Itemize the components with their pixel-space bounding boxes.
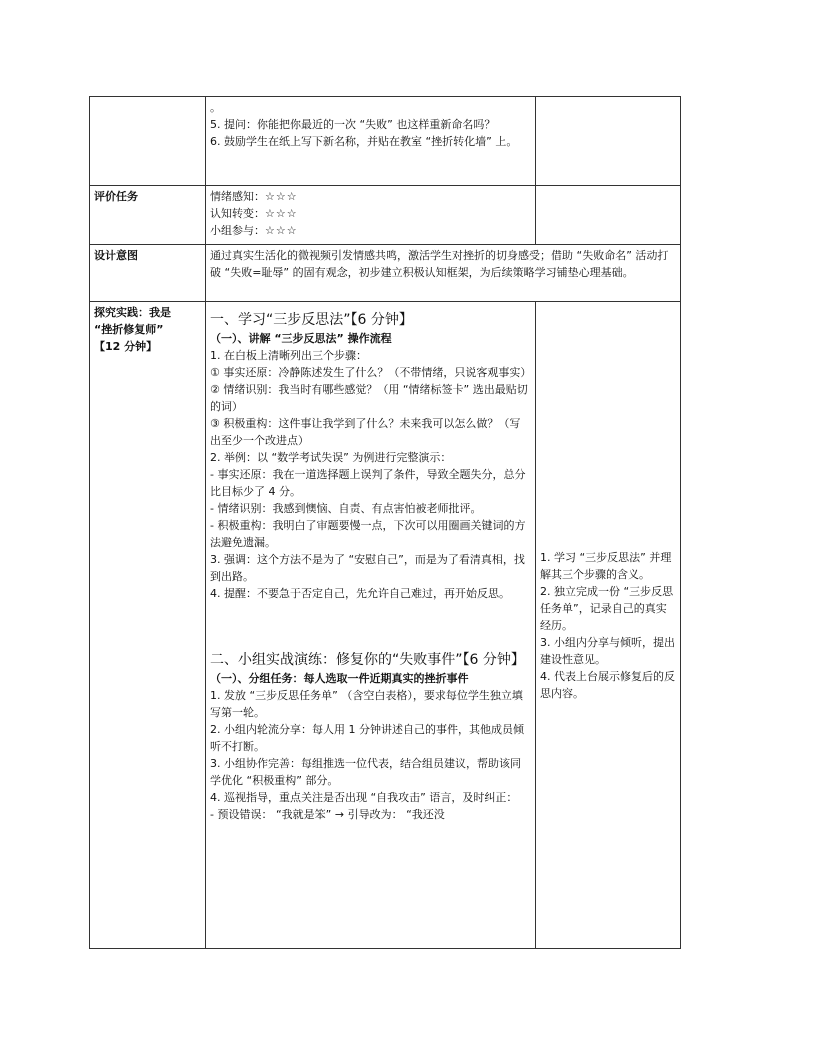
text-line: 4. 提醒：不要急于否定自己，先允许自己难过，再开始反思。: [210, 587, 510, 600]
teacher-activity-cell: [206, 97, 536, 186]
table-row-exploration: [90, 302, 681, 949]
rating-name: 小组参与：: [210, 224, 265, 237]
text-line: 5. 提问：你能把你最近的一次 “失败” 也这样重新命名吗？: [210, 118, 496, 131]
star-rating: ☆☆☆: [265, 224, 298, 237]
lesson-plan-table: [89, 96, 681, 949]
rating-name: 情绪感知：: [210, 190, 265, 203]
teacher-activity-cell: [206, 302, 536, 949]
text-line: 2. 小组内轮流分享：每人用 1 分钟讲述自己的事件，其他成员倾听不打断。: [210, 723, 524, 753]
text-line: - 积极重构：我明白了审题要慢一点，下次可以用圈画关键词的方法避免遗漏。: [210, 519, 526, 549]
label-line: 【12 分钟】: [94, 340, 158, 353]
star-rating: ☆☆☆: [265, 207, 298, 220]
section-heading: 二、小组实战演练：修复你的“失败事件”【6 分钟】: [210, 652, 525, 668]
spacer: [210, 602, 531, 650]
text-line: ① 事实还原：冷静陈述发生了什么？（不带情绪，只说客观事实）: [210, 366, 532, 379]
text-line: 3. 小组内分享与倾听，提出建设性意见。: [540, 635, 675, 666]
rating-item: [210, 222, 531, 239]
text-line: 3. 强调：这个方法不是为了 “安慰自己”，而是为了看清真相，找到出路。: [210, 553, 525, 583]
table-row-design-intent: [90, 245, 681, 302]
text-line: 1. 学习 “三步反思法” 并理解其三个步骤的含义。: [540, 550, 672, 581]
label-line: 探究实践：我是: [94, 306, 171, 319]
empty-student-cell: [536, 97, 681, 186]
subsection-heading: （一）、分组任务：每人选取一件近期真实的挫折事件: [210, 672, 469, 685]
evaluation-cell: [206, 186, 536, 245]
rating-item: [210, 188, 531, 205]
text-line: 2. 举例：以 “数学考试失误” 为例进行完整演示：: [210, 451, 452, 464]
empty-label-cell: [90, 97, 206, 186]
text-line: ② 情绪识别：我当时有哪些感觉？（用 “情绪标签卡” 选出最贴切的词）: [210, 383, 528, 413]
text-line: 1. 发放 “三步反思任务单” （含空白表格），要求每位学生独立填写第一轮。: [210, 689, 523, 719]
rating-item: [210, 205, 531, 222]
text-line: 3. 小组协作完善：每组推选一位代表，结合组员建议，帮助该同学优化 “积极重构” 部分。: [210, 757, 521, 787]
text-line: - 事实还原：我在一道选择题上误判了条件，导致全题失分，总分比目标少了 4 分。: [210, 468, 526, 498]
design-intent-text: 通过真实生活化的微视频引发情感共鸣，激活学生对挫折的切身感受；借助 “失败命名” 活动打破 “失败=耻辱” 的固有观念，初步建立积极认知框架，为后续策略学习铺垫心理基础。: [210, 249, 669, 279]
table-row-evaluation: [90, 186, 681, 245]
student-activity-cell: [536, 302, 681, 949]
text-line: 4. 巡视指导，重点关注是否出现 “自我攻击” 语言，及时纠正：: [210, 791, 518, 804]
rating-name: 认知转变：: [210, 207, 265, 220]
text-line: 2. 独立完成一份 “三步反思任务单”，记录自己的真实经历。: [540, 584, 674, 632]
design-intent-cell: [206, 245, 681, 302]
row-label: 设计意图: [90, 245, 206, 302]
text-line: 6. 鼓励学生在纸上写下新名称，并贴在教室 “挫折转化墙” 上。: [210, 135, 518, 148]
table-row-continued: [90, 97, 681, 186]
subsection-heading: （一）、讲解 “三步反思法” 操作流程: [210, 332, 392, 345]
text-line: 4. 代表上台展示修复后的反思内容。: [540, 669, 675, 700]
label-line: “挫折修复师”: [94, 323, 164, 336]
section-heading: 一、学习“三步反思法”【6 分钟】: [210, 312, 413, 328]
empty-student-cell: [536, 186, 681, 245]
row-label: [90, 302, 206, 949]
row-label: 评价任务: [90, 186, 206, 245]
text-line: 。: [210, 101, 221, 114]
text-line: 1. 在白板上清晰列出三个步骤：: [210, 349, 367, 362]
text-line: - 情绪识别：我感到懊恼、自责、有点害怕被老师批评。: [210, 502, 482, 515]
text-line: - 预设错误： “我就是笨” → 引导改为： “我还没: [210, 808, 445, 821]
star-rating: ☆☆☆: [265, 190, 298, 203]
text-line: ③ 积极重构：这件事让我学到了什么？未来我可以怎么做？（写出至少一个改进点）: [210, 417, 521, 447]
